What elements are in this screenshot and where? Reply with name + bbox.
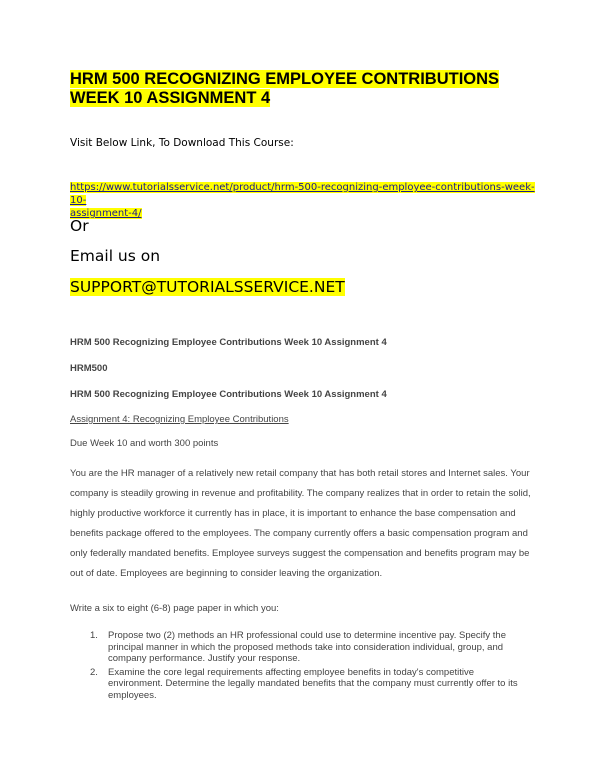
assignment-subheading: Assignment 4: Recognizing Employee Contributions — [70, 414, 289, 425]
title-line-2: WEEK 10 ASSIGNMENT 4 — [70, 89, 271, 107]
course-link-line-2[interactable]: assignment-4/ — [70, 208, 142, 219]
heading-1: HRM 500 Recognizing Employee Contributions Week 10 Assignment 4 — [70, 337, 387, 348]
scenario-paragraph: You are the HR manager of a relatively new retail company that has both retail stores and Internet sales. Your company is steadily growing in revenue and profitability. The company realizes that in order to retain the solid, highly productive workforce it currently has in place, it is important to enhance the base compensation and benefits package offered to the employees. The company currently offers a basic compensation program and only federally mandated benefits. Employee surveys suggest the compensation and benefits program may be out of date. Employees are beginning to consider leaving the organization. — [70, 468, 531, 579]
due-text: Due Week 10 and worth 300 points — [70, 438, 219, 449]
email-text: Email us on — [70, 247, 161, 265]
heading-2: HRM500 — [70, 363, 108, 374]
course-link[interactable] — [70, 181, 540, 220]
list-item-number: 1. — [90, 630, 98, 641]
or-text: Or — [70, 217, 89, 235]
list-item — [90, 667, 530, 702]
heading-3: HRM 500 Recognizing Employee Contributions Week 10 Assignment 4 — [70, 389, 387, 400]
course-link-line-1[interactable]: https://www.tutorialsservice.net/product/hrm-500-recognizing-employee-contributions-week-10- — [70, 182, 535, 206]
visit-text: Visit Below Link, To Download This Course: — [70, 137, 294, 149]
title-line-1: HRM 500 RECOGNIZING EMPLOYEE CONTRIBUTIONS — [70, 70, 500, 88]
requirements-list — [90, 630, 530, 701]
list-item-number: 2. — [90, 666, 98, 678]
list-item-text: Examine the core legal requirements affecting employee benefits in today's competitive environment. Determine the legally mandated benefits that the company must currently offer to its employees. — [108, 666, 518, 701]
support-email-text[interactable]: SUPPORT@TUTORIALSSERVICE.NET — [70, 278, 345, 296]
write-intro: Write a six to eight (6-8) page paper in which you: — [70, 603, 279, 614]
list-item-text: Propose two (2) methods an HR professional could use to determine incentive pay. Specify the principal manner in which the proposed methods take into consideration individual, group, and company performance. Justify your response. — [108, 630, 506, 664]
support-email[interactable] — [70, 278, 345, 296]
document-title — [70, 70, 530, 108]
list-item — [90, 630, 530, 665]
